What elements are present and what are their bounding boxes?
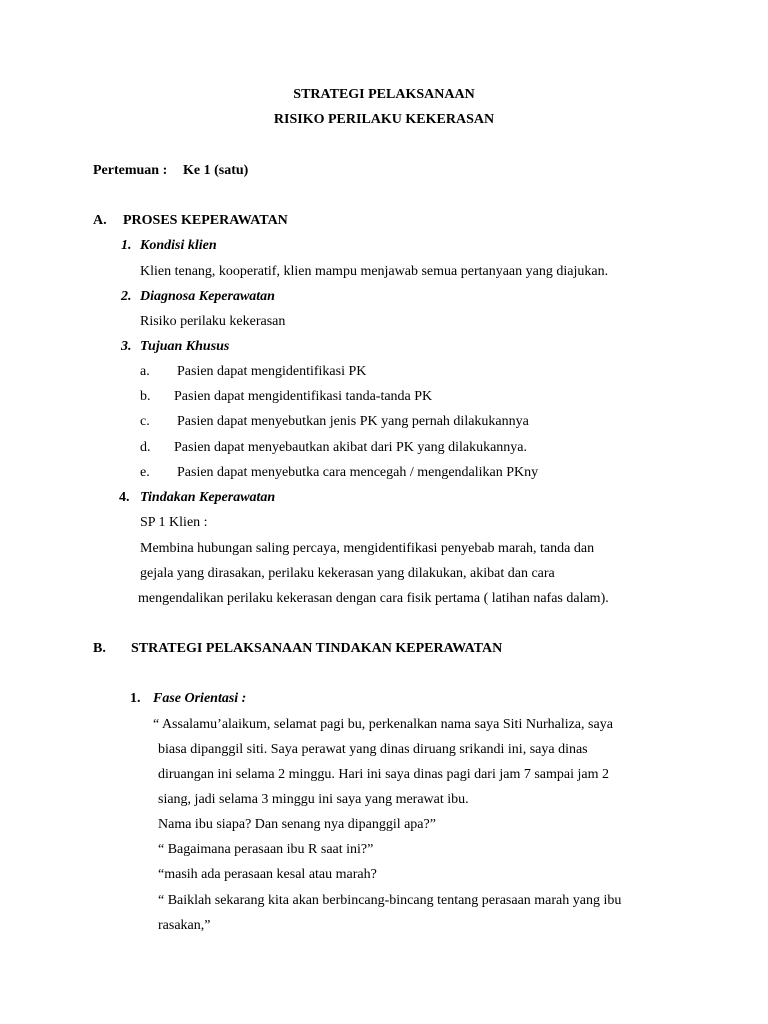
phase-1-line-9: rasakan,”	[158, 918, 211, 933]
phase-1-line-4: siang, jadi selama 3 minggu ini saya yang merawat ibu.	[158, 792, 469, 807]
item-4-line-3: gejala yang dirasakan, perilaku kekerasan yang dilakukan, akibat dan cara	[140, 566, 555, 581]
item-1-heading: Kondisi klien	[140, 238, 217, 253]
section-b-heading: STRATEGI PELAKSANAAN TINDAKAN KEPERAWATAN	[131, 641, 503, 656]
subitem-e-text: Pasien dapat menyebutka cara mencegah / mengendalikan PKny	[177, 465, 539, 480]
document-title-line-2: RISIKO PERILAKU KEKERASAN	[273, 112, 495, 127]
item-4-heading: Tindakan Keperawatan	[140, 490, 276, 505]
item-4-line-4: mengendalikan perilaku kekerasan dengan cara fisik pertama ( latihan nafas dalam).	[138, 591, 609, 606]
subitem-a-letter: a.	[140, 364, 150, 379]
item-1-text: Klien tenang, kooperatif, klien mampu menjawab semua pertanyaan yang diajukan.	[140, 264, 609, 279]
phase-1-number: 1.	[130, 691, 141, 706]
phase-1-heading: Fase Orientasi :	[153, 691, 247, 706]
subitem-a-text: Pasien dapat mengidentifikasi PK	[177, 364, 367, 379]
phase-1-line-5: Nama ibu siapa? Dan senang nya dipanggil apa?”	[158, 817, 436, 832]
item-2-number: 2.	[121, 289, 132, 304]
phase-1-line-6: “ Bagaimana perasaan ibu R saat ini?”	[158, 842, 374, 857]
subitem-b-letter: b.	[140, 389, 151, 404]
section-b-letter: B.	[93, 641, 106, 656]
item-4-line-2: Membina hubungan saling percaya, mengidentifikasi penyebab marah, tanda dan	[140, 541, 595, 556]
subitem-c-letter: c.	[140, 414, 150, 429]
subitem-e-letter: e.	[140, 465, 150, 480]
subitem-b-text: Pasien dapat mengidentifikasi tanda-tanda PK	[174, 389, 433, 404]
item-3-number: 3.	[121, 339, 132, 354]
subitem-c-text: Pasien dapat menyebutkan jenis PK yang pernah dilakukannya	[177, 414, 529, 429]
meeting-label: Pertemuan :	[93, 163, 168, 178]
phase-1-line-2: biasa dipanggil siti. Saya perawat yang dinas diruang srikandi ini, saya dinas	[158, 742, 588, 757]
item-4-line-1: SP 1 Klien :	[140, 515, 208, 530]
item-1-number: 1.	[121, 238, 132, 253]
item-2-text: Risiko perilaku kekerasan	[140, 314, 286, 329]
item-4-number: 4.	[119, 490, 130, 505]
subitem-d-text: Pasien dapat menyebautkan akibat dari PK yang dilakukannya.	[174, 440, 528, 455]
item-2-heading: Diagnosa Keperawatan	[140, 289, 275, 304]
section-a-letter: A.	[93, 213, 107, 228]
item-3-heading: Tujuan Khusus	[140, 339, 230, 354]
subitem-d-letter: d.	[140, 440, 151, 455]
meeting-value: Ke 1 (satu)	[183, 163, 249, 178]
phase-1-line-7: “masih ada perasaan kesal atau marah?	[158, 867, 377, 882]
section-a-heading: PROSES KEPERAWATAN	[123, 213, 288, 228]
phase-1-line-8: “ Baiklah sekarang kita akan berbincang-bincang tentang perasaan marah yang ibu	[158, 893, 622, 908]
phase-1-line-1: “ Assalamu’alaikum, selamat pagi bu, perkenalkan nama saya Siti Nurhaliza, saya	[153, 717, 613, 732]
document-title-line-1: STRATEGI PELAKSANAAN	[293, 87, 475, 102]
phase-1-line-3: diruangan ini selama 2 minggu. Hari ini saya dinas pagi dari jam 7 sampai jam 2	[158, 767, 610, 782]
